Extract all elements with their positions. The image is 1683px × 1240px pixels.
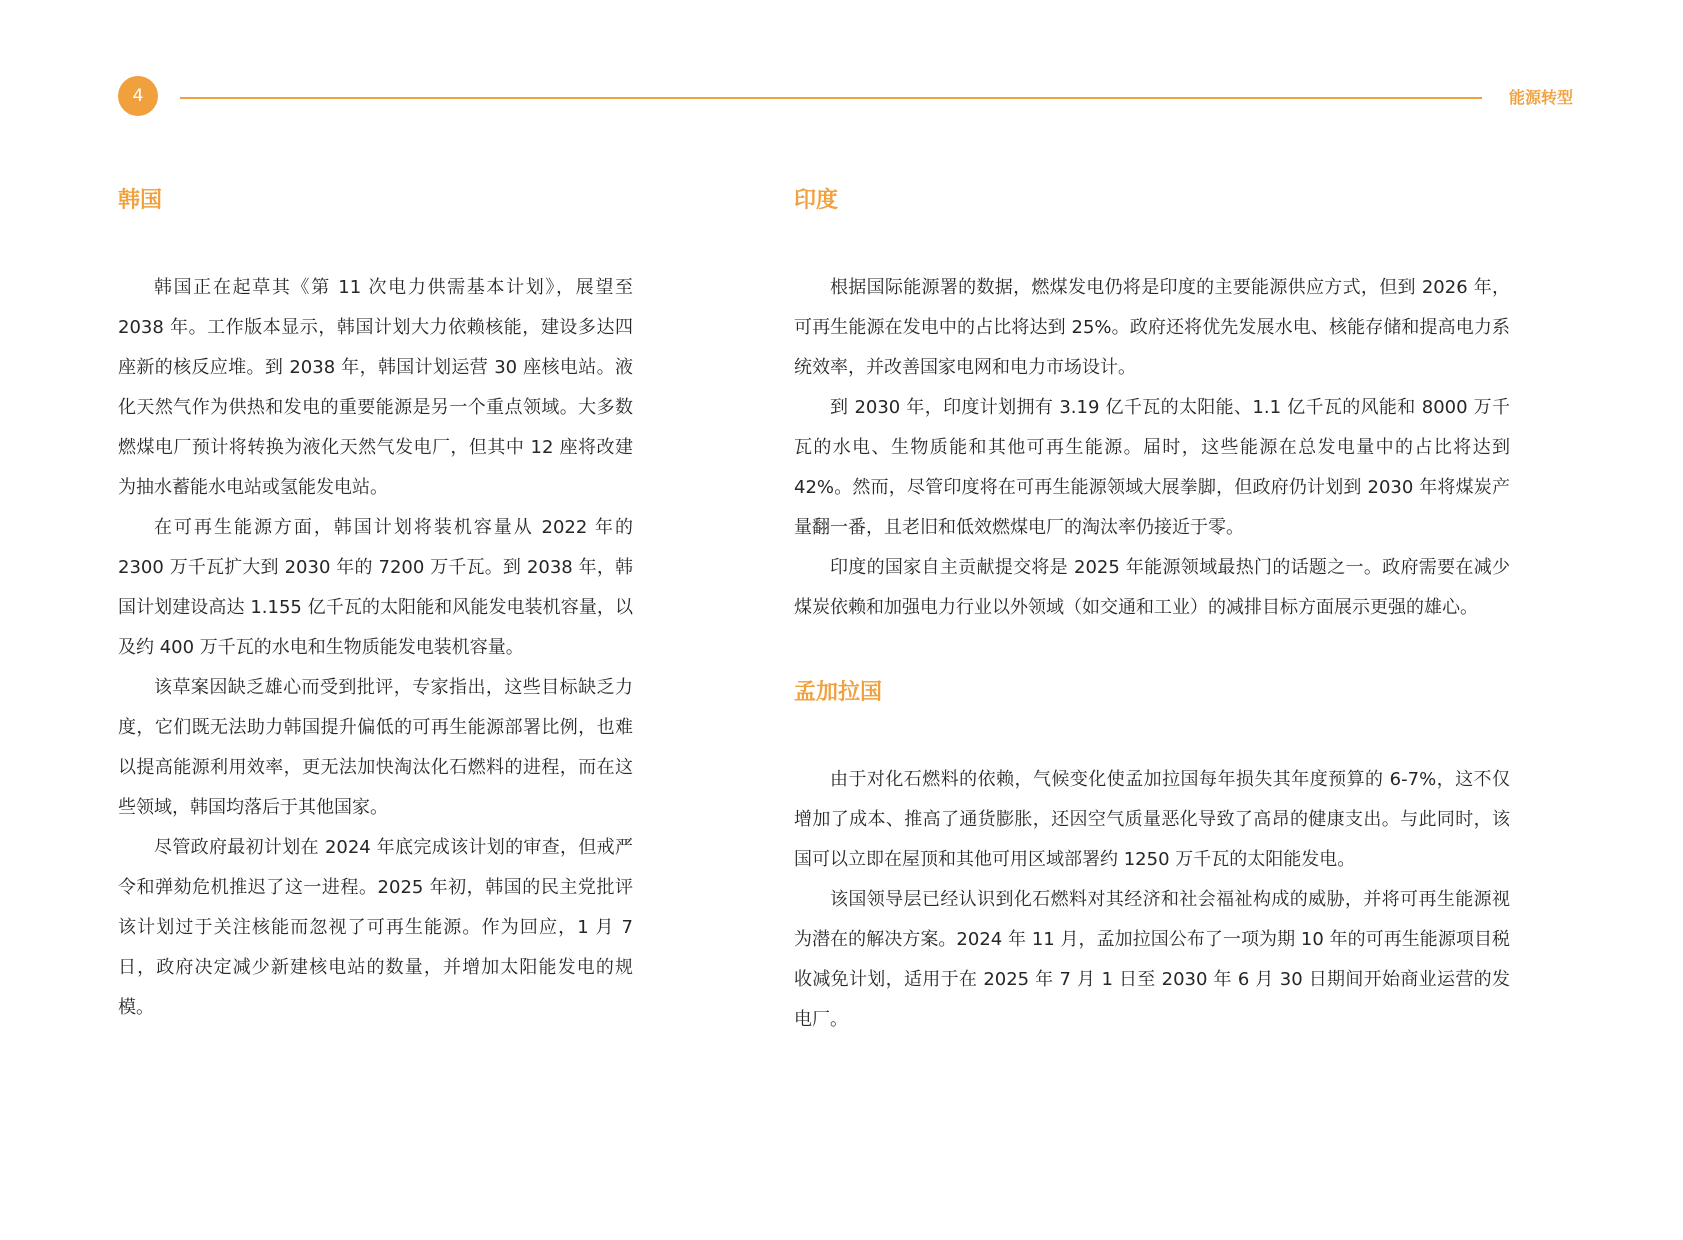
section-title: 能源转型 xyxy=(1508,88,1573,107)
bangladesh-paragraph: 该国领导层已经认识到化石燃料对其经济和社会福祉构成的威胁，并将可再生能源视为潜在的解决方案。2024 年 11 月，孟加拉国公布了一项为期 10 年的可再生能源项目税收减免计划，适用于在 2025 年 7 月 1 日至 2030 年 6 月 30 日期间开始商业运营的发电厂。 xyxy=(794,889,1510,1030)
right-column xyxy=(794,186,1510,1040)
india-paragraph: 印度的国家自主贡献提交将是 2025 年能源领域最热门的话题之一。政府需要在减少煤炭依赖和加强电力行业以外领域（如交通和工业）的减排目标方面展示更强的雄心。 xyxy=(794,557,1510,618)
page-number-badge: 4 xyxy=(118,76,158,116)
page-header xyxy=(0,0,1683,140)
india-paragraph: 到 2030 年，印度计划拥有 3.19 亿千瓦的太阳能、1.1 亿千瓦的风能和 8000 万千瓦的水电、生物质能和其他可再生能源。届时，这些能源在总发电量中的占比将达到 42%。然而，尽管印度将在可再生能源领域大展拳脚，但政府仍计划到 2030 年将煤炭产量翻一番，且老旧和低效燃煤电厂的淘汰率仍接近于零。 xyxy=(794,397,1510,538)
india-paragraph: 根据国际能源署的数据，燃煤发电仍将是印度的主要能源供应方式，但到 2026 年，可再生能源在发电中的占比将达到 25%。政府还将优先发展水电、核能存储和提高电力系统效率，并改善国家电网和电力市场设计。 xyxy=(794,277,1510,378)
heading-bangladesh: 孟加拉国 xyxy=(794,680,883,705)
bangladesh-paragraph: 由于对化石燃料的依赖，气候变化使孟加拉国每年损失其年度预算的 6-7%，这不仅增加了成本、推高了通货膨胀，还因空气质量恶化导致了高昂的健康支出。与此同时，该国可以立即在屋顶和其他可用区域部署约 1250 万千瓦的太阳能发电。 xyxy=(794,769,1510,870)
korea-paragraph: 韩国正在起草其《第 11 次电力供需基本计划》，展望至 2038 年。工作版本显示，韩国计划大力依赖核能，建设多达四座新的核反应堆。到 2038 年，韩国计划运营 30 座核电站。液化天然气作为供热和发电的重要能源是另一个重点领域。大多数燃煤电厂预计将转换为液化天然气发电厂，但其中 12 座将改建为抽水蓄能水电站或氢能发电站。 xyxy=(118,277,633,498)
korea-paragraph: 该草案因缺乏雄心而受到批评，专家指出，这些目标缺乏力度，它们既无法助力韩国提升偏低的可再生能源部署比例，也难以提高能源利用效率，更无法加快淘汰化石燃料的进程，而在这些领域，韩国均落后于其他国家。 xyxy=(118,677,633,818)
korea-paragraph: 尽管政府最初计划在 2024 年底完成该计划的审查，但戒严令和弹劾危机推迟了这一进程。2025 年初，韩国的民主党批评该计划过于关注核能而忽视了可再生能源。作为回应，1 月 7 日，政府决定减少新建核电站的数量，并增加太阳能发电的规模。 xyxy=(118,837,633,1018)
korea-body xyxy=(118,268,633,1028)
header-divider xyxy=(180,97,1482,99)
india-body xyxy=(794,268,1510,628)
bangladesh-body xyxy=(794,760,1510,1040)
heading-india: 印度 xyxy=(794,188,839,213)
heading-korea: 韩国 xyxy=(118,188,163,213)
left-column xyxy=(118,186,633,1028)
korea-paragraph: 在可再生能源方面，韩国计划将装机容量从 2022 年的 2300 万千瓦扩大到 2030 年的 7200 万千瓦。到 2038 年，韩国计划建设高达 1.155 亿千瓦的太阳能和风能发电装机容量，以及约 400 万千瓦的水电和生物质能发电装机容量。 xyxy=(118,517,633,658)
